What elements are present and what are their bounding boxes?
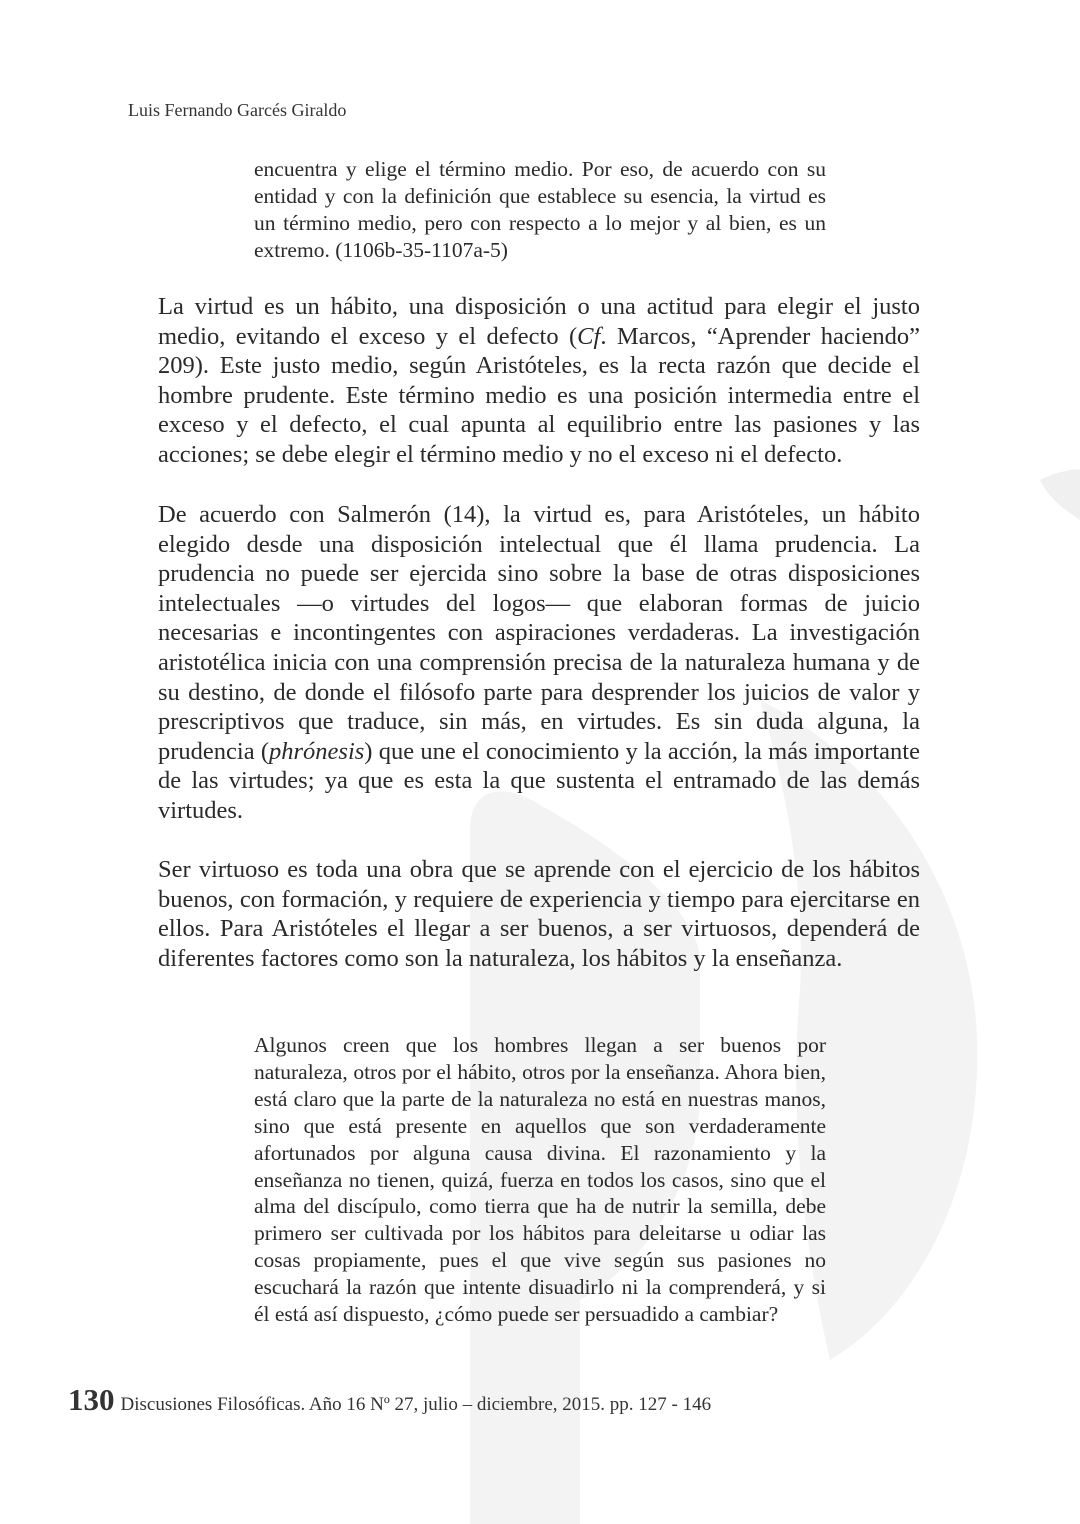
paragraph-2-text-b: ) que une el conocimiento y la acción, la más importante de las virtudes; ya que es esta la que sustenta el entramado de las demás virtudes. <box>158 737 920 824</box>
paragraph-2-text-a: De acuerdo con Salmerón (14), la virtud es, para Aristóteles, un hábito elegido desde una disposición intelectual que él llama prudencia. La prudencia no puede ser ejercida sino sobre la base de otras disposiciones intelectuales —o virtudes del logos— que elaboran formas de juicio necesarias e incontingentes con aspiraciones verdaderas. La investigación aristotélica inicia con una comprensión precisa de la naturaleza humana y de su destino, de donde el filósofo parte para desprender los juicios de valor y prescriptivos que traduce, sin más, en virtudes. Es sin duda alguna, la prudencia ( <box>158 501 920 765</box>
paragraph-2-phronesis: phrónesis <box>269 737 365 765</box>
paragraph-1-text-b: . Marcos, “Aprender haciendo” 209). Este justo medio, según Aristóteles, es la recta razón que decide el hombre prudente. Este término medio es una posición intermedia entre el exceso y el defecto, el cual apunta al equilibrio entre las pasiones y las acciones; se debe elegir el término medio y no el exceso ni el defecto. <box>158 322 920 468</box>
paragraph-3: Ser virtuoso es toda una obra que se aprende con el ejercicio de los hábitos buenos, con formación, y requiere de experiencia y tiempo para ejercitarse en ellos. Para Aristóteles el llegar a ser buenos, a ser virtuosos, dependerá de diferentes factores como son la naturaleza, los hábitos y la enseñanza. <box>158 856 920 972</box>
paragraph-1 <box>158 292 920 470</box>
paragraph-2 <box>158 500 920 826</box>
running-header-author: Luis Fernando Garcés Giraldo <box>128 100 347 120</box>
journal-citation: Discusiones Filosóficas. Año 16 Nº 27, julio – diciembre, 2015. pp. 127 - 146 <box>120 1394 712 1415</box>
paragraph-1-cf: Cf <box>577 322 601 350</box>
block-quote-1: encuentra y elige el término medio. Por eso, de acuerdo con su entidad y con la definición que establece su esencia, la virtud es un término medio, pero con respecto a lo mejor y al bien, es un extremo. (1106b-35-1107a-5) <box>254 157 826 262</box>
page-number: 130 <box>68 1382 115 1417</box>
paragraph-1-text-a: La virtud es un hábito, una disposición o una actitud para elegir el justo medio, evitando el exceso y el defecto ( <box>158 293 920 350</box>
block-quote-2: Algunos creen que los hombres llegan a ser buenos por naturaleza, otros por el hábito, otros por la enseñanza. Ahora bien, está claro que la parte de la naturaleza no está en nuestras manos, sino que está presente en aquellos que son verdaderamente afortunados por alguna causa divina. El razonamiento y la enseñanza no tienen, quizá, fuerza en todos los casos, sino que el alma del discípulo, como tierra que ha de nutrir la semilla, debe primero ser cultivada por los hábitos para deleitarse u odiar las cosas propiamente, pues el que vive según sus pasiones no escuchará la razón que intente disuadirlo ni la comprenderá, y si él está así dispuesto, ¿cómo puede ser persuadido a cambiar? <box>254 1033 826 1327</box>
page-footer <box>68 1382 711 1418</box>
